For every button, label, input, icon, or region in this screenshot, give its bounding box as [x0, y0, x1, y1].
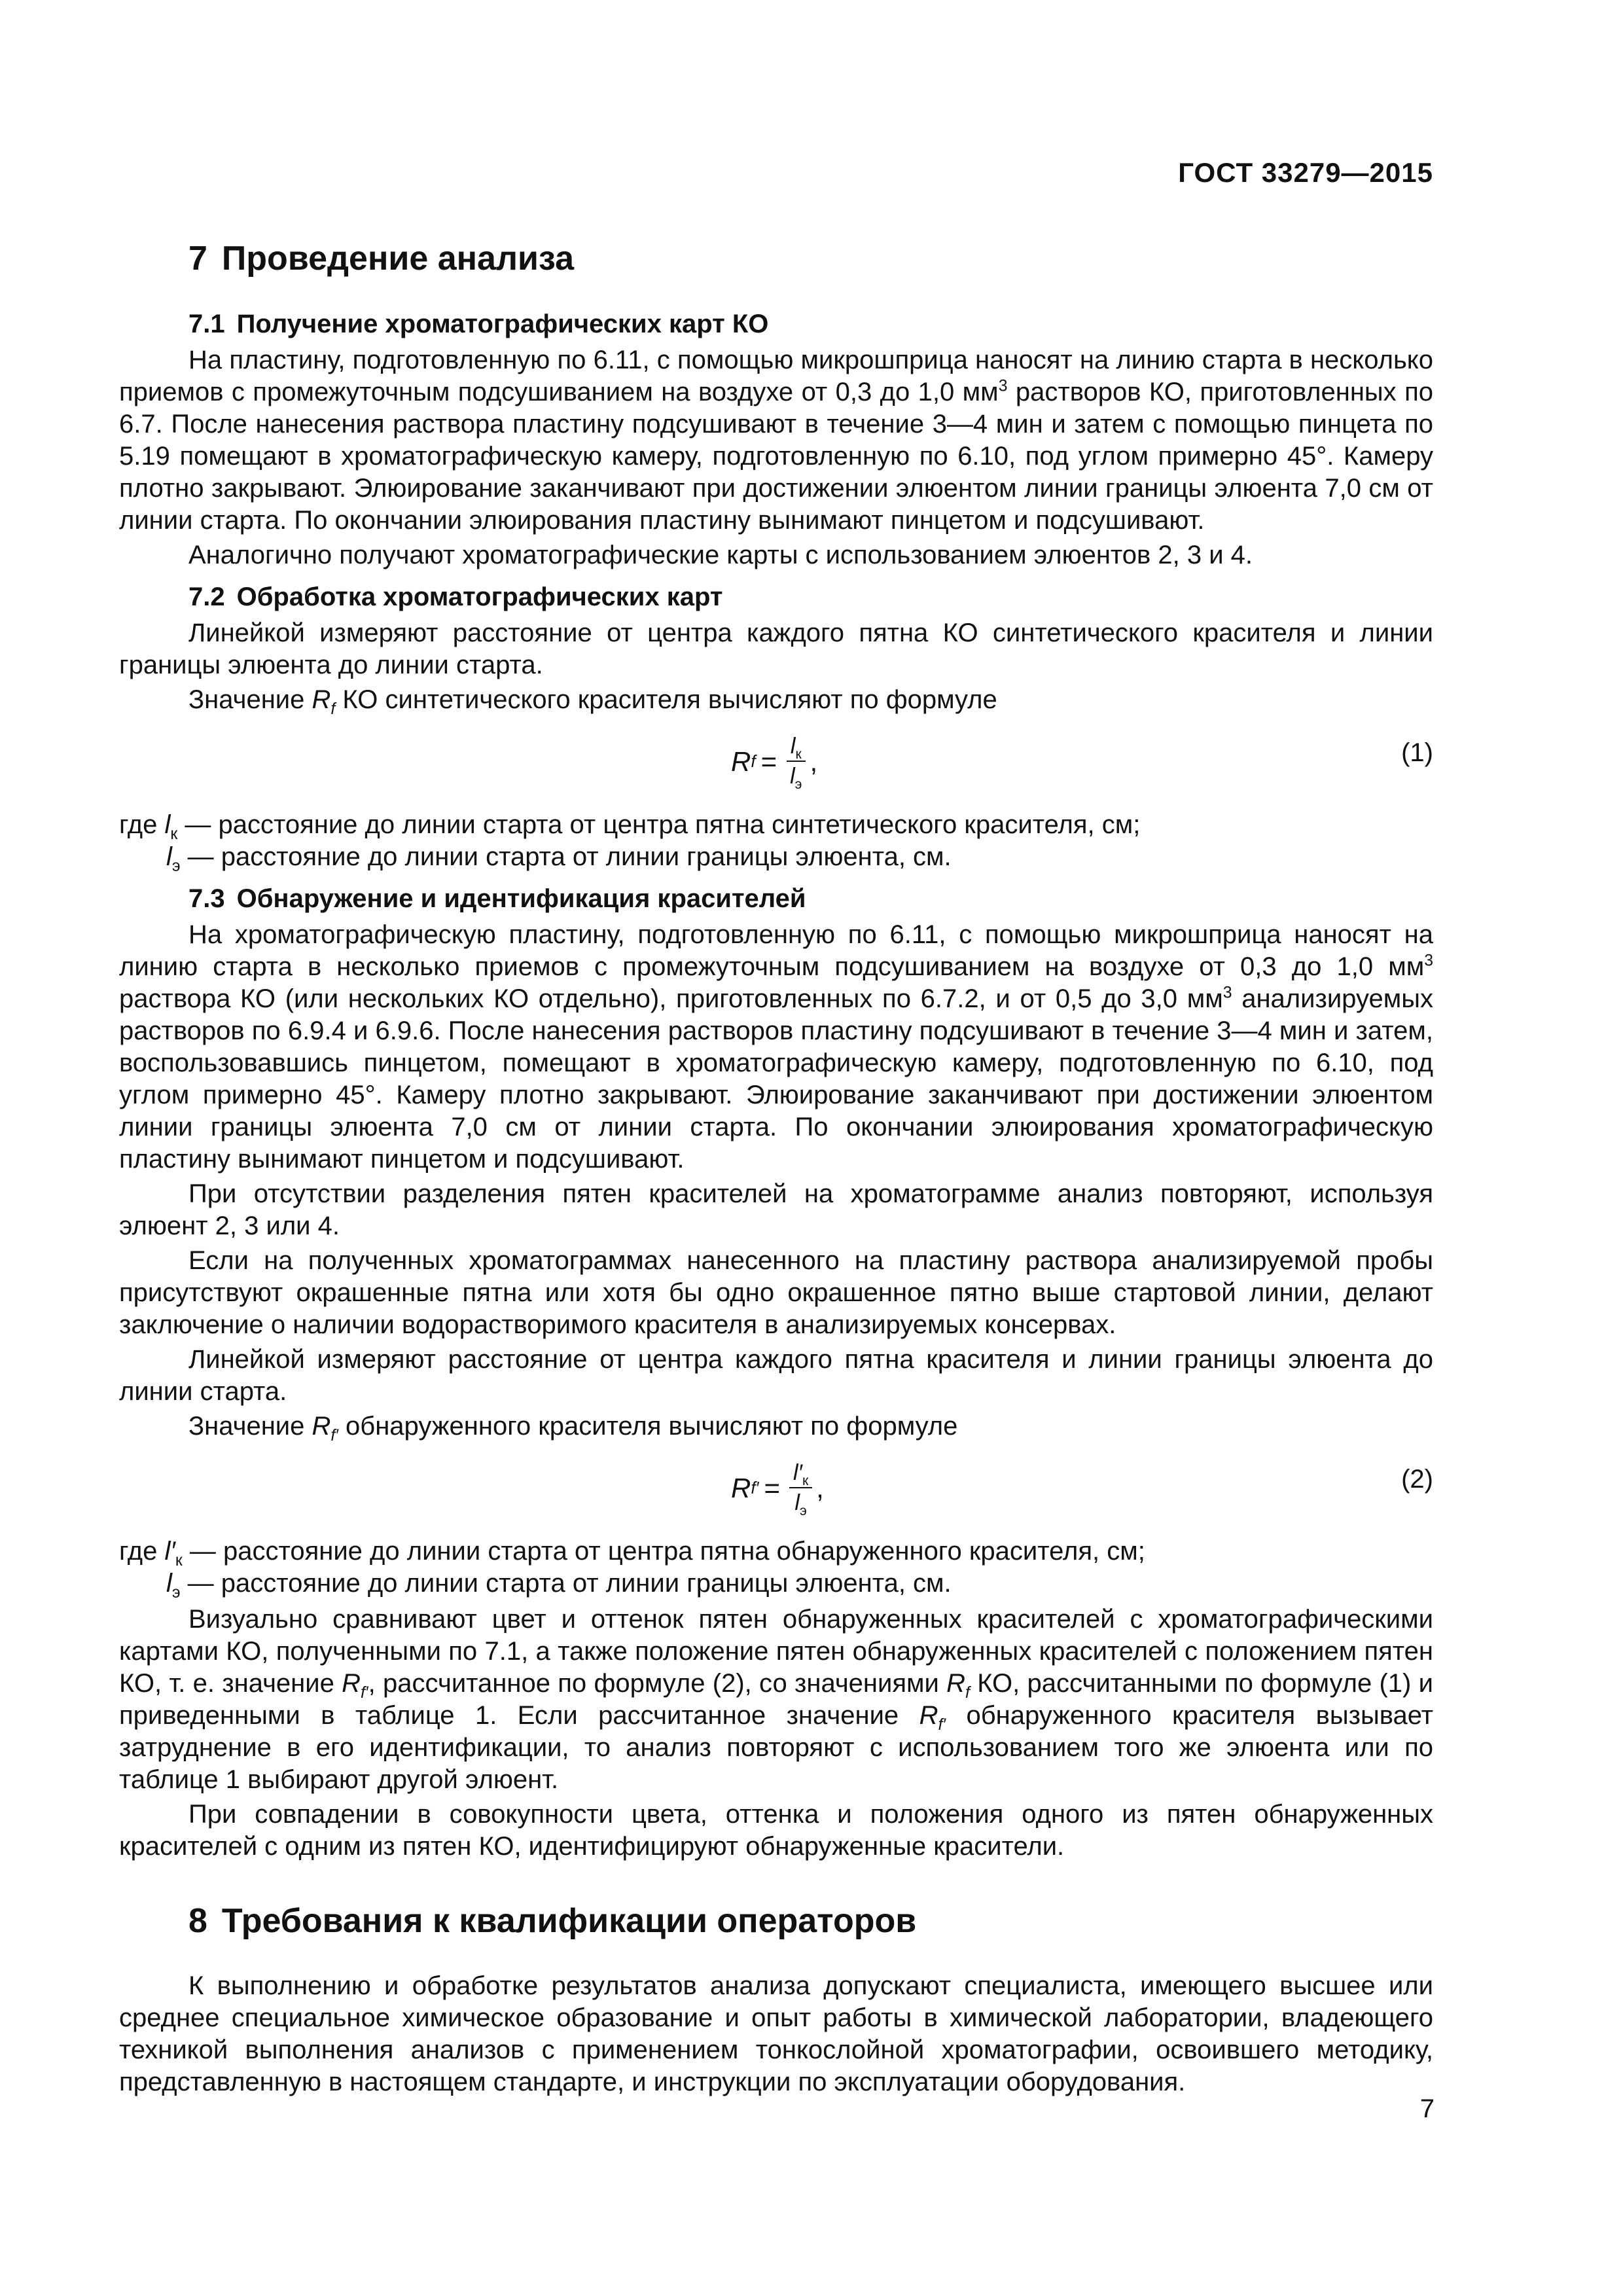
formula-2	[119, 1454, 1433, 1526]
subsection-7-1-heading	[188, 308, 1433, 340]
text-run: Значение	[188, 1412, 312, 1441]
comma: ,	[816, 1472, 824, 1503]
symbol: l	[794, 1490, 800, 1515]
text-run: — расстояние до линии старта от линии границы элюента, см.	[180, 842, 952, 871]
subscript: э	[171, 857, 181, 875]
denominator	[786, 762, 806, 792]
subscript: к	[175, 1552, 183, 1570]
subsection-title: Обработка хроматографических карт	[236, 583, 723, 611]
page-number: 7	[1419, 2094, 1435, 2123]
subscript: f	[965, 1684, 970, 1702]
where-line	[119, 809, 1433, 841]
paragraph	[119, 919, 1433, 1175]
page-content	[119, 223, 1433, 2101]
text-run: — расстояние до линии старта от центра пятна обнаруженного красителя, см;	[182, 1537, 1145, 1566]
text-run: — расстояние до линии старта от центра пятна синтетического красителя, см;	[177, 810, 1141, 839]
formula-expression	[731, 733, 818, 792]
symbol: l	[790, 764, 795, 789]
subscript: э	[799, 1503, 807, 1518]
equation-number: (2)	[1401, 1465, 1433, 1494]
subsection-number: 7.3	[188, 884, 225, 913]
fraction	[786, 733, 806, 792]
subsection-number: 7.1	[188, 310, 225, 338]
section-7-heading	[188, 238, 1433, 279]
text-run: обнаруженного красителя вызывает затруднение в его идентификации, то анализ повторяют с использованием того же элюента или по таблице 1 выбирают другой элюент.	[119, 1701, 1434, 1794]
paragraph: При отсутствии разделения пятен красителей на хроматограмме анализ повторяют, используя элюент 2, 3 или 4.	[119, 1179, 1433, 1240]
symbol: l′	[793, 1460, 802, 1485]
superscript: 3	[1222, 984, 1232, 1002]
where-line	[119, 1535, 1433, 1568]
text-run: КО синтетического красителя вычисляют по формуле	[335, 685, 997, 714]
text-run: где	[119, 1537, 165, 1566]
comma: ,	[810, 745, 818, 777]
subsection-7-3-heading	[188, 882, 1433, 915]
section-number: 7	[188, 240, 207, 278]
subscript: f′	[330, 1427, 338, 1444]
text-run: Визуально сравнивают цвет и оттенок пятен обнаруженных красителей с хроматографическими картами КО, полученными по 7.1, а также положение пятен обнаруженных красителей с положением пятен КО, т. е. значение	[119, 1605, 1433, 1698]
subscript: э	[171, 1584, 181, 1602]
superscript: 3	[1424, 952, 1433, 970]
section-title: Требования к квалификации операторов	[221, 1902, 917, 1940]
subsection-number: 7.2	[188, 583, 225, 611]
paragraph: Линейкой измеряют расстояние от центра каждого пятна красителя и линии границы элюента до линии старта.	[119, 1345, 1433, 1406]
subscript: f′	[938, 1716, 946, 1734]
superscript: 3	[998, 377, 1008, 395]
symbol: R	[731, 745, 751, 777]
text-run: КО, рассчитанными по формуле (1) и приведенными в таблице 1. Если рассчитанное значение	[119, 1669, 1433, 1730]
symbol: l	[790, 734, 796, 759]
text-run: , рассчитанное по формуле (2), со значениями	[368, 1669, 947, 1698]
equation-number: (1)	[1401, 738, 1433, 767]
text-run: обнаруженного красителя вычисляют по формуле	[338, 1412, 958, 1441]
symbol: R	[919, 1701, 938, 1730]
text-run: Значение	[188, 685, 312, 714]
subsection-title: Получение хроматографических карт КО	[236, 310, 769, 338]
text-run: раствора КО (или нескольких КО отдельно), приготовленных по 6.7.2, и от 0,5 до 3,0 мм	[119, 984, 1223, 1013]
numerator	[789, 1460, 812, 1488]
text-run: растворов КО, приготовленных по 6.7. После нанесения раствора пластину подсушивают в течение 3—4 мин и затем с помощью пинцета по 5.19 помещают в хроматографическую камеру, подготовленную по 6.10, под углом примерно 45°. Камеру плотно закрывают. Элюирование заканчивают при достижении элюентом линии границы элюента 7,0 см от линии старта. По окончании элюирования пластину вынимают пинцетом и подсушивают.	[119, 378, 1433, 535]
standard-number: ГОСТ 33279—2015	[1178, 157, 1433, 188]
where-line	[119, 841, 1433, 873]
formula-expression	[731, 1460, 824, 1516]
text-run: анализируемых растворов по 6.9.4 и 6.9.6. После нанесения растворов пластину подсушивают в течение 3—4 мин и затем, воспользовавшись пинцетом, помещают в хроматографическую камеру, подготовленную по 6.10, под углом примерно 45°. Камеру плотно закрывают. Элюирование заканчивают при достижении элюентом линии границы элюента 7,0 см от линии старта. По окончании элюирования хроматографическую пластину вынимают пинцетом и подсушивают.	[119, 984, 1434, 1174]
symbol: R	[731, 1472, 751, 1503]
text-run: На пластину, подготовленную по 6.11, с помощью микрошприца наносят на линию старта в несколько приемов с промежуточным подсушиванием на воздухе от 0,3 до 1,0 мм	[119, 346, 1433, 406]
where-line	[119, 1568, 1433, 1600]
subscript: к	[170, 825, 178, 843]
symbol: l′	[164, 1537, 175, 1566]
equals-sign: =	[760, 745, 777, 777]
symbol: l	[166, 1569, 172, 1598]
fraction	[789, 1460, 812, 1516]
subscript: f′	[361, 1684, 368, 1702]
paragraph: Линейкой измеряют расстояние от центра каждого пятна КО синтетического красителя и линии границы элюента до линии старта.	[119, 619, 1433, 679]
subsection-title: Обнаружение и идентификация красителей	[236, 884, 806, 913]
formula-1	[119, 728, 1433, 800]
denominator	[791, 1488, 810, 1516]
paragraph	[119, 344, 1433, 537]
paragraph	[119, 1410, 1433, 1443]
symbol: R	[342, 1669, 361, 1698]
symbol: l	[164, 810, 171, 839]
symbol: R	[312, 685, 331, 714]
section-number: 8	[188, 1902, 207, 1940]
text-run: — расстояние до линии старта от линии границы элюента, см.	[180, 1569, 952, 1598]
paragraph: При совпадении в совокупности цвета, оттенка и положения одного из пятен обнаруженных красителей с одним из пятен КО, идентифицируют обнаруженные красители.	[119, 1800, 1433, 1861]
text-run: На хроматографическую пластину, подготовленную по 6.11, с помощью микрошприца наносят на линию старта в несколько приемов с промежуточным подсушиванием на воздухе от 0,3 до 1,0 мм	[119, 920, 1433, 981]
subscript: f	[751, 751, 756, 771]
subscript: к	[802, 1473, 809, 1488]
paragraph: К выполнению и обработке результатов анализа допускают специалиста, имеющего высшее или среднее специальное химическое образование и опыт работы в химической лаборатории, владеющего техникой выполнения анализов с применением тонкослойной хроматографии, освоившего методику, представленную в настоящем стандарте, и инструкции по эксплуатации оборудования.	[119, 1971, 1433, 2096]
subscript: f	[330, 700, 336, 718]
subscript: f′	[751, 1478, 759, 1498]
subscript: к	[795, 746, 802, 762]
equals-sign: =	[764, 1472, 780, 1503]
symbol: l	[166, 842, 172, 871]
subsection-7-2-heading	[188, 581, 1433, 613]
paragraph	[119, 1604, 1433, 1796]
text-run: где	[119, 810, 165, 839]
paragraph: Если на полученных хроматограммах нанесенного на пластину раствора анализируемой пробы присутствуют окрашенные пятна или хотя бы одно окрашенное пятно выше стартовой линии, делают заключение о наличии водорастворимого красителя в анализируемых консервах.	[119, 1246, 1433, 1339]
numerator	[787, 733, 806, 762]
symbol: R	[946, 1669, 966, 1698]
paragraph: Аналогично получают хроматографические карты с использованием элюентов 2, 3 и 4.	[188, 541, 1253, 569]
section-title: Проведение анализа	[221, 240, 575, 278]
subscript: э	[794, 776, 802, 792]
symbol: R	[312, 1412, 331, 1441]
paragraph	[119, 684, 1433, 716]
section-8-heading	[188, 1901, 1433, 1941]
